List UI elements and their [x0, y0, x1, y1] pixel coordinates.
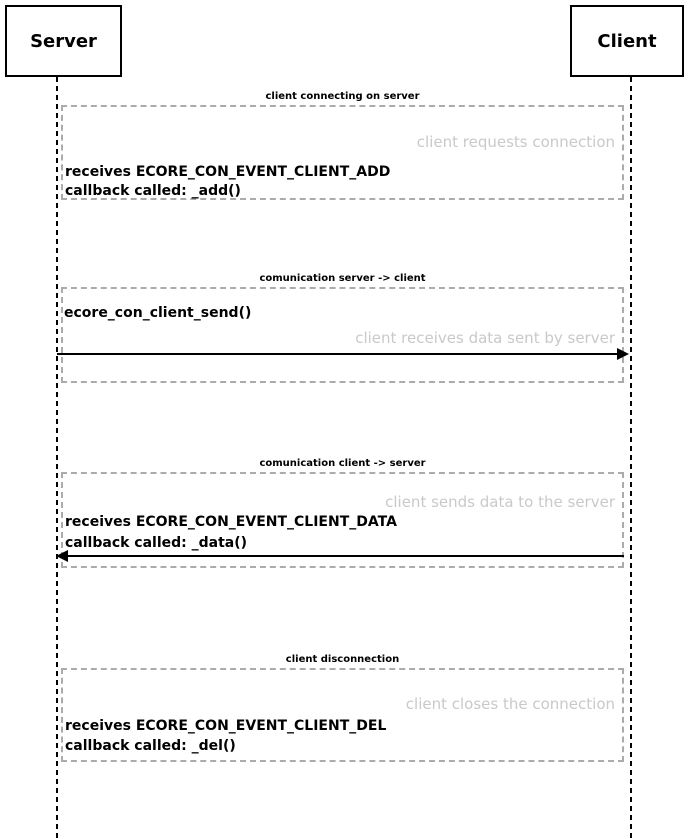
frame-title-disconnection: client disconnection	[285, 654, 400, 665]
message-event-client-add: receives ECORE_CON_EVENT_CLIENT_ADD	[65, 164, 391, 180]
note-client-closes-connection: client closes the connection	[405, 695, 615, 713]
entity-label-client: Client	[597, 30, 657, 52]
message-event-client-data: receives ECORE_CON_EVENT_CLIENT_DATA	[65, 514, 397, 530]
note-client-requests-connection: client requests connection	[416, 133, 615, 151]
arrow-server-to-client	[57, 348, 629, 360]
arrowhead-left-icon	[56, 550, 68, 562]
message-callback-add: callback called: _add()	[65, 183, 241, 199]
arrow-shaft	[57, 353, 618, 355]
lifeline-server	[56, 77, 58, 839]
entity-box-server	[5, 5, 122, 77]
arrow-shaft	[67, 555, 624, 557]
lifeline-client	[630, 77, 632, 839]
message-callback-data: callback called: _data()	[65, 535, 248, 551]
arrowhead-right-icon	[617, 348, 629, 360]
message-event-client-del: receives ECORE_CON_EVENT_CLIENT_DEL	[65, 718, 387, 734]
note-client-sends-data: client sends data to the server	[385, 493, 615, 511]
frame-title-connecting: client connecting on server	[265, 91, 420, 102]
frame-title-server-to-client: comunication server -> client	[259, 273, 426, 284]
frame-connecting	[61, 105, 624, 200]
entity-box-client	[570, 5, 684, 77]
frame-disconnection	[61, 668, 624, 762]
frame-title-client-to-server: comunication client -> server	[259, 458, 426, 469]
frame-server-to-client	[61, 287, 624, 383]
message-client-send-call: ecore_con_client_send()	[64, 305, 252, 321]
note-client-receives-data: client receives data sent by server	[355, 329, 615, 347]
message-callback-del: callback called: _del()	[65, 738, 236, 754]
entity-label-server: Server	[30, 30, 97, 52]
arrow-client-to-server	[56, 550, 624, 562]
